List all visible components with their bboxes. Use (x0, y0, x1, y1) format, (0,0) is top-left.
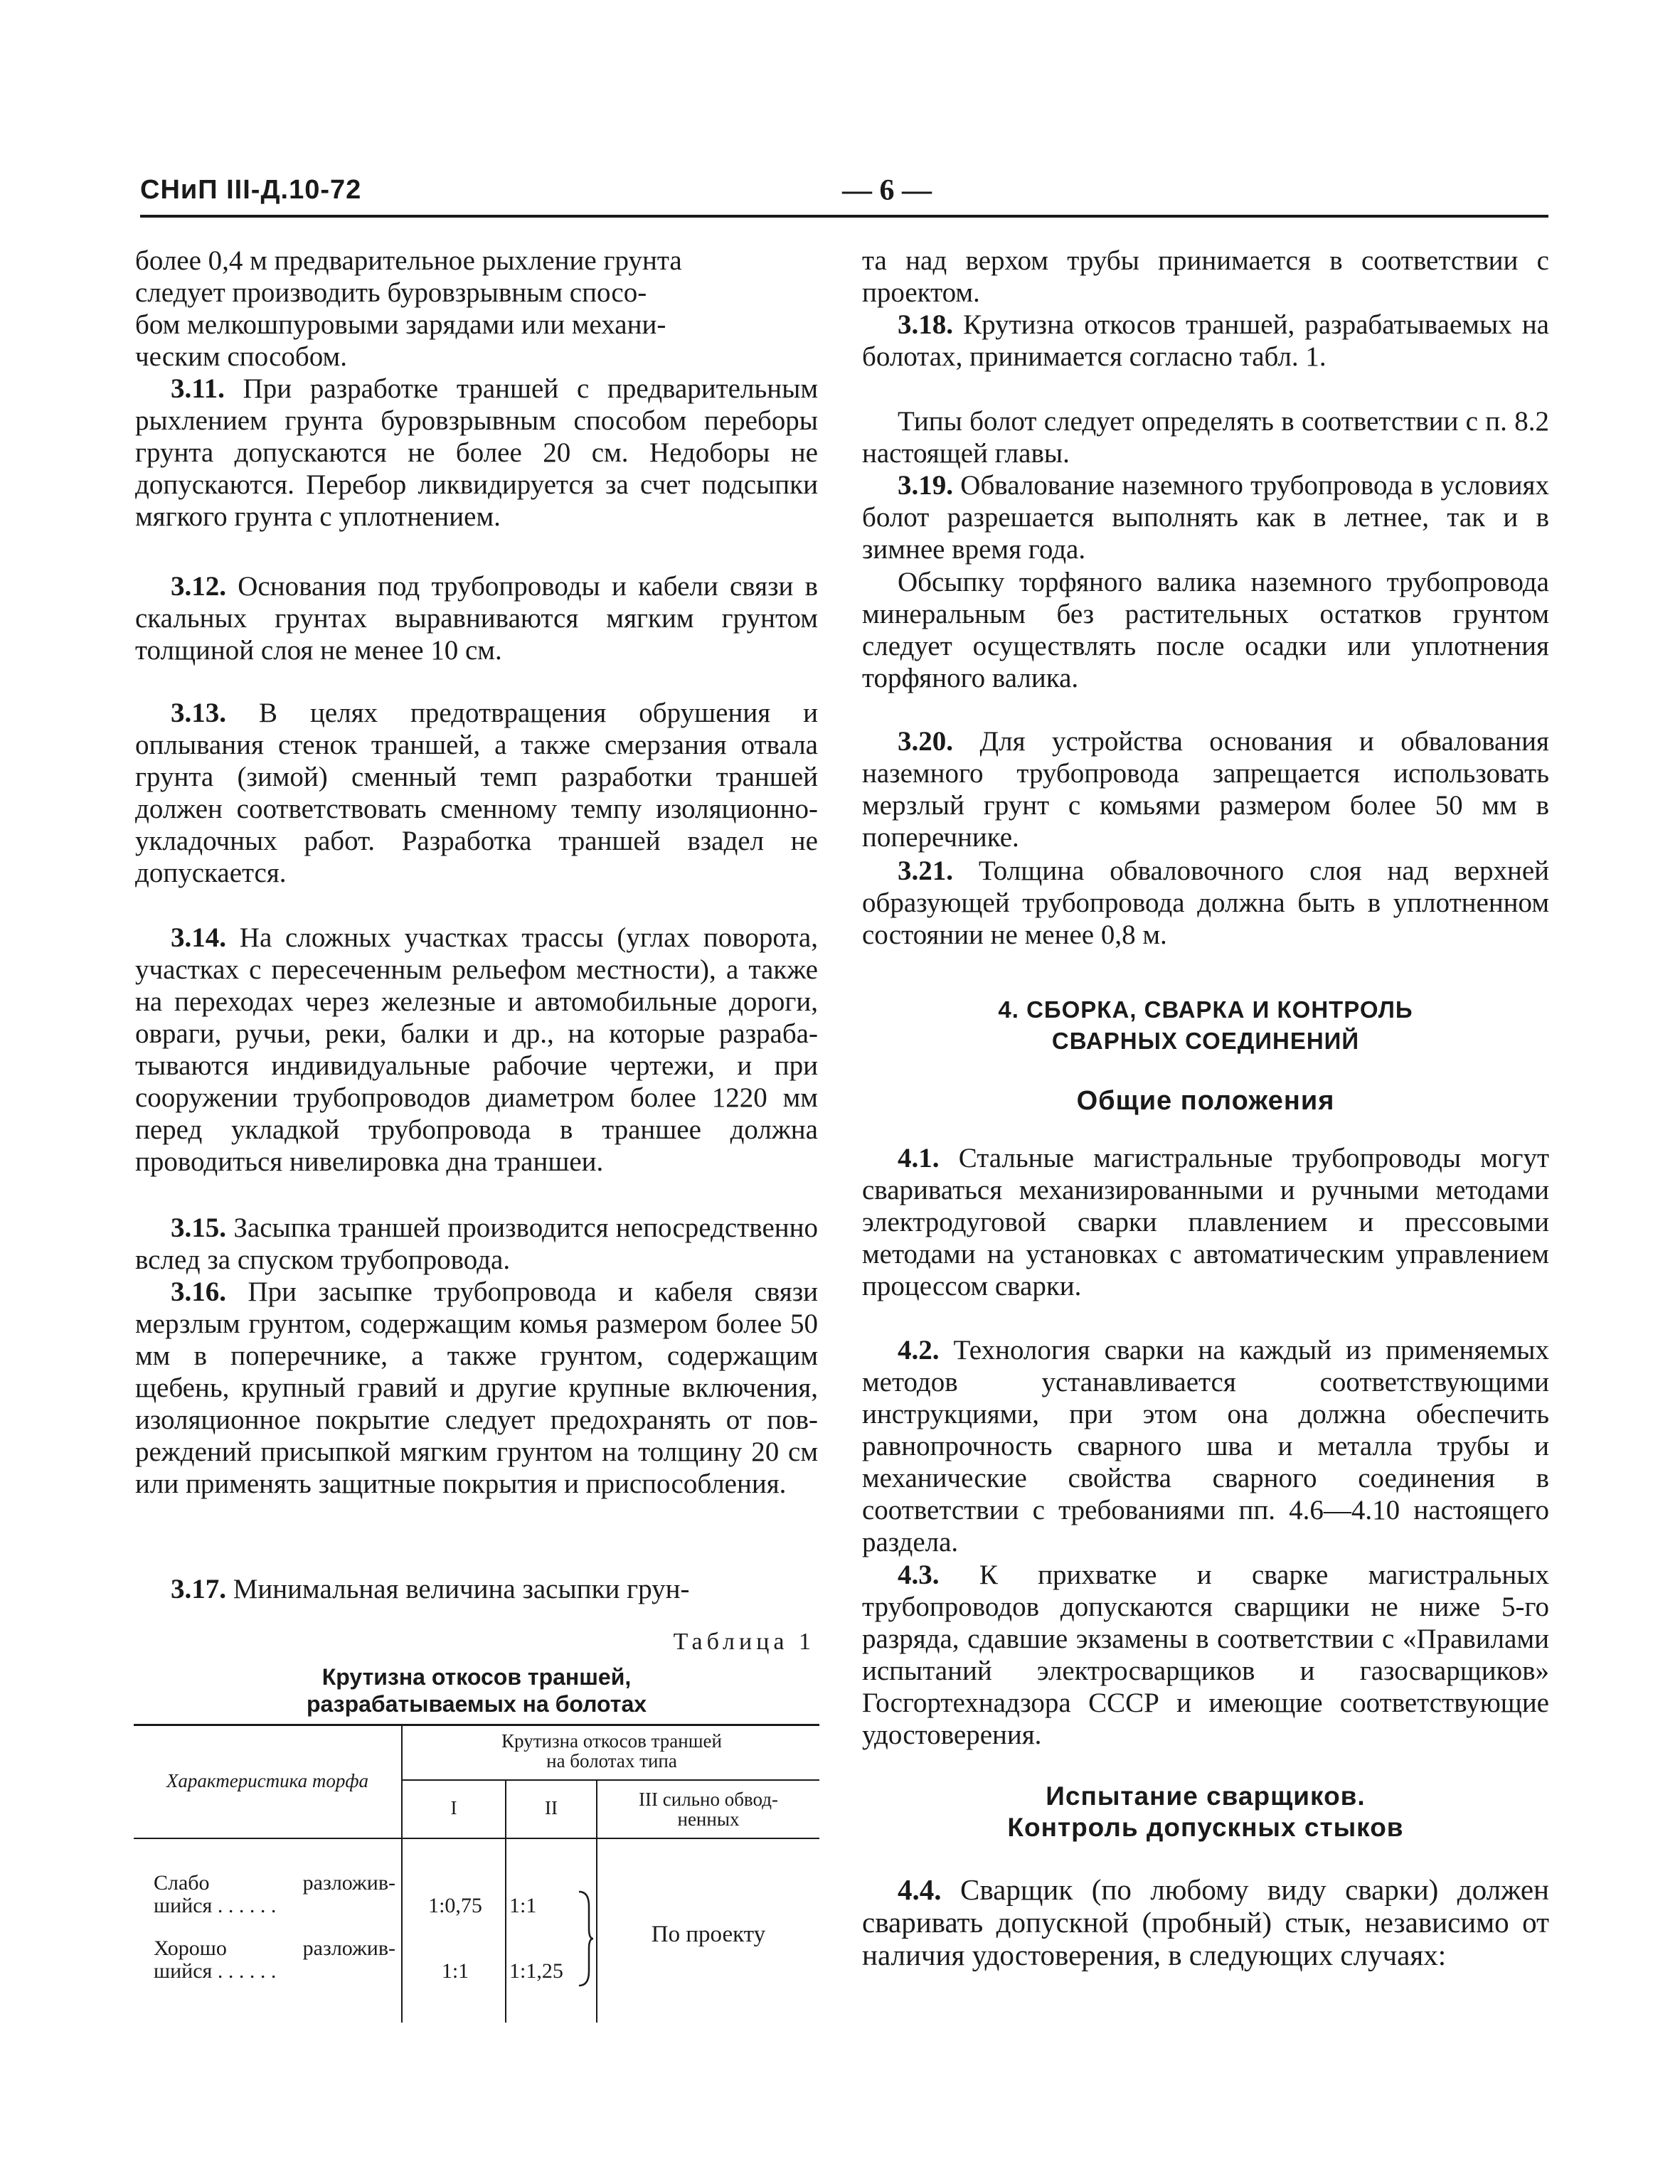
row-label-line: Хорошо разложив- (154, 1937, 395, 1960)
clause-text: Толщина обваловочного слоя над верхней образующей трубопровода должна быть в уплотненном состоянии не менее 0,8 м. (862, 856, 1549, 950)
clause-text: К прихватке и сварке магистральных трубопроводов допускаются сварщики не ниже 5-го разряда, сдавшие экзамены в соответствии с «Правилами испытаний электросварщиков и газосварщиков» Госгортехнадзора СССР и имеющие соответствующие удостоверения. (862, 1560, 1549, 1750)
table-header-line: III сильно обвод- (639, 1789, 778, 1810)
slope-table (134, 1724, 819, 2030)
table-header-line: ненных (677, 1809, 740, 1830)
clause-text: Для устройства основания и обвалования наземного трубопровода запрещается использовать мерзлый грунт с комьями размером более 50 мм в поперечнике. (862, 726, 1549, 853)
clause-3-13 (135, 697, 818, 889)
paragraph-peat-covering: Обсыпку торфяного валика наземного трубопровода минеральным без растительных остатков грунтом следует осуществлять после осадки или уплотнения торфяного валика. (862, 567, 1549, 693)
table-cell: 1:1 (509, 1894, 537, 1917)
section-heading-line: СВАРНЫХ СОЕДИНЕНИЙ (1051, 1028, 1360, 1054)
clause-text: Основания под трубопроводы и кабели связи в скальных грунтах выравниваются мягким грунтом толщиной слоя не менее 10 см. (135, 571, 818, 666)
clause-text: При засыпке трубопровода и кабеля связи мерзлым грунтом, содержащим комья размером более 50 мм в поперечнике, а также грунтом, содержащим щебень, крупный гравий и другие крупные включения, изоляционное покрытие следует предохранять от повреждений присыпкой мягким грунтом на толщину 20 см или применять защитные покрытия и приспособления. (135, 1277, 818, 1499)
table-title-line: Крутизна откосов траншей, (321, 1664, 632, 1690)
paragraph-bog-types: Типы болот следует определять в соответствии с п. 8.2 настоящей главы. (862, 406, 1549, 469)
table-rule (403, 1779, 819, 1781)
document-code: СНиП III-Д.10-72 (140, 175, 362, 205)
row-label-line: Слабо разложив- (154, 1871, 395, 1895)
clause-text: Минимальная величина засыпки грун- (226, 1574, 690, 1604)
paragraph-continuation: та над верхом трубы принимается в соответствии с проектом. (862, 245, 1549, 308)
page-number: — 6 — (842, 174, 932, 207)
clause-text: При разработке траншей с предварительным рыхлением грунта буровзрывным способом переборы грунта допускаются не более 20 см. Недоборы не допускаются. Перебор ликвидируется за счет подсыпки мягкого грунта с уплотнением. (135, 373, 818, 532)
table-header-type-i: I (450, 1797, 457, 1818)
clause-3-14 (135, 922, 818, 1178)
clause-3-20 (862, 725, 1549, 853)
clause-text: Крутизна откосов траншей, разрабатываемых на болотах, принимается согласно табл. 1. (862, 309, 1549, 372)
clause-number: 3.13. (171, 698, 226, 728)
table-cell: 1:1 (441, 1959, 469, 1983)
table-rule (134, 1724, 819, 1726)
row-label-line: шийся . . . . . . (154, 1894, 277, 1917)
clause-number: 3.21. (898, 856, 953, 886)
text-line: ческим способом. (135, 341, 347, 372)
clause-4-4 (862, 1873, 1549, 1971)
table-cell-merged: По проекту (651, 1922, 766, 1947)
clause-text: На сложных участках трассы (углах поворота, участках с пересеченным рельефом местности), а также на переходах через железные и автомобильные дороги, овраги, ручьи, реки, балки и др., на которые разрабатываются индивидуальные рабочие чертежи, и при сооружении трубопроводов диаметром более 1220 мм перед укладкой трубопровода в траншее должна проводиться нивелировка дна траншеи. (135, 922, 818, 1177)
clause-number: 4.1. (898, 1143, 940, 1173)
clause-number: 4.2. (898, 1335, 940, 1365)
table-row-label (154, 1937, 395, 1983)
clause-3-15 (135, 1212, 818, 1276)
clause-number: 4.3. (898, 1560, 940, 1590)
clause-3-19 (862, 469, 1549, 565)
table-header-line: на болотах типа (546, 1750, 677, 1772)
paragraph-continuation (135, 245, 818, 373)
table-header-type-iii (597, 1789, 819, 1829)
table-row-label (154, 1872, 395, 1917)
row-label-line: шийся . . . . . . (154, 1959, 277, 1983)
table-rule (401, 1724, 403, 2023)
text-line: бом мелкошпуровыми зарядами или механи- (135, 309, 666, 340)
clause-4-1 (862, 1142, 1549, 1302)
clause-number: 4.4. (898, 1873, 942, 1906)
subsection-heading (862, 1781, 1549, 1843)
brace-icon (576, 1889, 595, 1988)
clause-number: 3.20. (898, 726, 953, 757)
text-line: следует производить буровзрывным спосо- (135, 277, 647, 308)
table-title-line: разрабатываемых на болотах (306, 1691, 647, 1717)
clause-3-11 (135, 373, 818, 533)
clause-3-17 (135, 1573, 818, 1605)
clause-number: 3.14. (171, 922, 226, 953)
table-header-type-ii: II (545, 1797, 558, 1818)
clause-number: 3.19. (898, 470, 953, 501)
subsection-heading-line: Испытание сварщиков. (1046, 1781, 1366, 1811)
subsection-heading: Общие положения (1076, 1086, 1335, 1116)
table-cell: 1:0,75 (428, 1894, 482, 1917)
clause-4-2 (862, 1334, 1549, 1558)
clause-3-16 (135, 1276, 818, 1500)
subsection-heading-line: Контроль допускных стыков (1007, 1813, 1404, 1842)
clause-3-18 (862, 309, 1549, 373)
table-header-line: Крутизна откосов траншей (501, 1730, 722, 1752)
clause-number: 3.16. (171, 1277, 226, 1307)
clause-number: 3.17. (171, 1574, 226, 1604)
section-heading-line: 4. СБОРКА, СВАРКА И КОНТРОЛЬ (998, 996, 1413, 1023)
clause-number: 3.11. (171, 373, 225, 404)
clause-3-12 (135, 570, 818, 666)
clause-text: Сварщик (по любому виду сварки) должен сваривать допускной (пробный) стык, независимо от наличия удостоверения, в следующих случаях: (862, 1873, 1549, 1971)
table-cell: 1:1,25 (509, 1959, 563, 1983)
table-label: Таблица 1 (673, 1629, 815, 1655)
table-header-peat: Характеристика торфа (166, 1770, 369, 1791)
table-header-group (404, 1731, 819, 1771)
clause-3-21 (862, 855, 1549, 951)
clause-text: Стальные магистральные трубопроводы могут свариваться механизированными и ручными методами электродуговой сварки плавлением и прессовыми методами на установках с автоматическим управлением процессом сварки. (862, 1143, 1549, 1301)
clause-4-3 (862, 1559, 1549, 1751)
clause-number: 3.15. (171, 1213, 226, 1243)
clause-text: Обвалование наземного трубопровода в условиях болот разрешается выполнять как в летнее, так и в зимнее время года. (862, 470, 1549, 565)
text-line: более 0,4 м предварительное рыхление грунта (135, 245, 682, 276)
section-heading (862, 994, 1549, 1057)
clause-text: Технология сварки на каждый из применяемых методов устанавливается соответствующими инструкциями, при этом она должна обеспечить равнопрочность сварного шва и металла трубы и механические свойства сварного соединения в соответствии с требованиями пп. 4.6—4.10 настоящего раздела. (862, 1335, 1549, 1557)
clause-number: 3.18. (898, 309, 953, 340)
page-header (140, 175, 1548, 218)
clause-text: Засыпка траншей производится непосредственно вслед за спуском трубопровода. (135, 1213, 818, 1275)
table-rule (134, 1838, 819, 1839)
table-title (135, 1663, 818, 1717)
clause-text: В целях предотвращения обрушения и оплывания стенок траншей, а также смерзания отвала грунта (зимой) сменный темп разработки траншей должен соответствовать сменному темпу изоляционно-укладочных работ. Разработка траншей взадел не допускается. (135, 698, 818, 888)
clause-number: 3.12. (171, 571, 226, 602)
